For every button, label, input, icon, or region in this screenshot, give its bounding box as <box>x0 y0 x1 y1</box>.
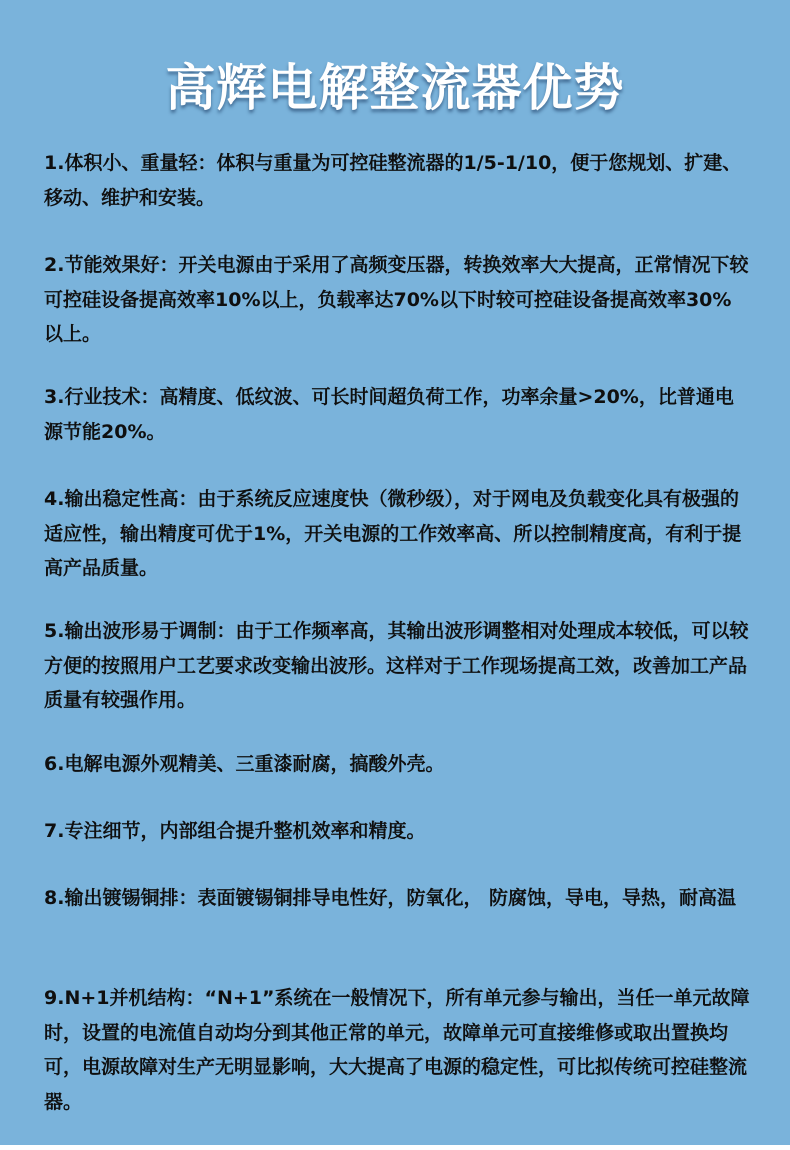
advantage-item-8: 8.输出镀锡铜排：表面镀锡铜排导电性好，防氧化， 防腐蚀，导电，导热，耐高温 <box>44 887 737 909</box>
advantage-item-9: 9.N+1并机结构：“N+1”系统在一般情况下，所有单元参与输出，当任一单元故障时，设置的电流值自动均分到其他正常的单元，故障单元可直接维修或取出置换均可，电源故障对生产无明显影响，大大提高了电源的稳定性，可比拟传统可控硅整流器。 <box>44 987 750 1113</box>
advantage-item-6: 6.电解电源外观精美、三重漆耐腐，搞酸外壳。 <box>44 753 445 775</box>
advantage-item-4: 4.输出稳定性高：由于系统反应速度快（微秒级），对于网电及负载变化具有极强的适应性，输出精度可优于1%，开关电源的工作效率高、所以控制精度高，有利于提高产品质量。 <box>44 488 742 579</box>
advantage-item-2: 2.节能效果好：开关电源由于采用了高频变压器，转换效率大大提高，正常情况下较可控硅设备提高效率10%以上，负载率达70%以下时较可控硅设备提高效率30%以上。 <box>44 254 749 345</box>
advantage-item-1: 1.体积小、重量轻：体积与重量为可控硅整流器的1/5-1/10，便于您规划、扩建、移动、维护和安装。 <box>44 152 742 209</box>
advantage-item-7: 7.专注细节，内部组合提升整机效率和精度。 <box>44 820 426 842</box>
advantage-item-3: 3.行业技术：高精度、低纹波、可长时间超负荷工作，功率余量>20%，比普通电源节能20%。 <box>44 386 734 443</box>
advantage-item-5: 5.输出波形易于调制：由于工作频率高，其输出波形调整相对处理成本较低，可以较方便的按照用户工艺要求改变输出波形。这样对于工作现场提高工效，改善加工产品质量有较强作用。 <box>44 620 749 711</box>
page-title: 高辉电解整流器优势 <box>165 59 625 117</box>
